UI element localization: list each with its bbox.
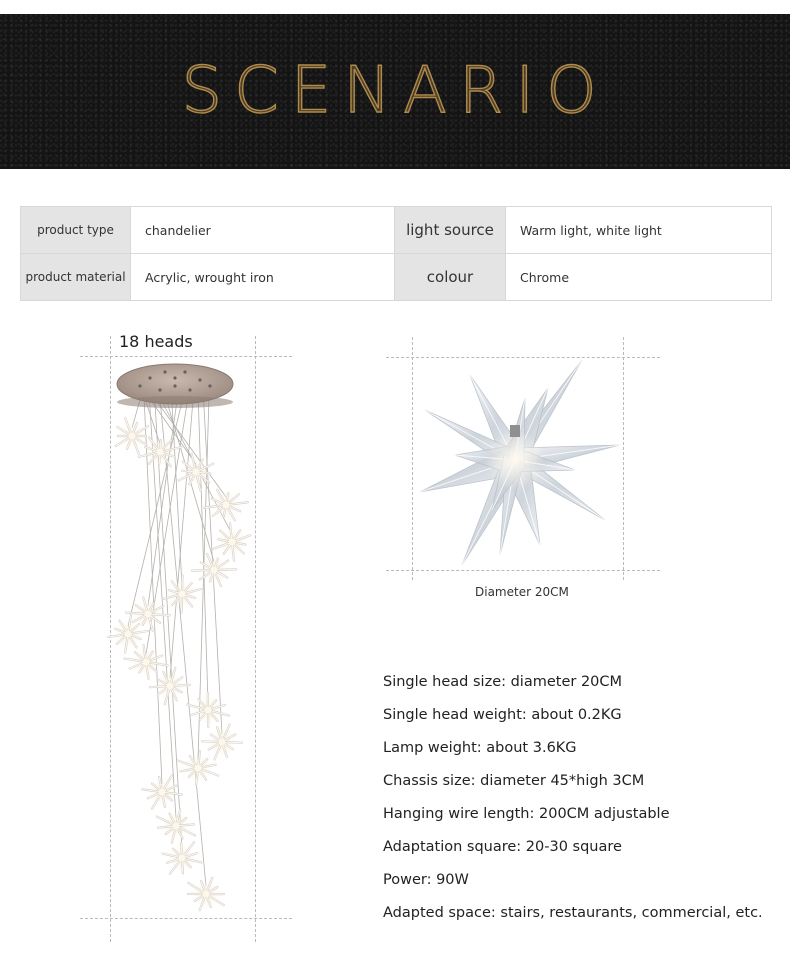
colour-label: colour [395,254,506,301]
crystal-head [124,645,167,679]
light-source-value: Warm light, white light [506,207,772,254]
crystal-head [188,878,224,910]
crystal-head [163,842,202,873]
spec-item: Adapted space: stairs, restaurants, commercial, etc. [383,905,763,921]
colour-value: Chrome [506,254,772,301]
crystal-head [142,775,182,808]
crystal-head [178,751,218,785]
spec-item: Power: 90W [383,872,469,888]
crystal-head [157,809,195,842]
product-material-value: Acrylic, wrought iron [131,254,395,301]
heads-count-label: 18 heads [119,332,193,351]
product-material-label: product material [21,254,131,301]
diameter-label: Diameter 20CM [475,585,569,599]
product-type-label: product type [21,207,131,254]
spec-item: Single head size: diameter 20CM [383,674,623,690]
crystal-head [150,668,190,704]
light-source-label: light source [395,207,506,254]
spec-item: Lamp weight: about 3.6KG [383,740,577,756]
specification-list [383,666,763,930]
product-type-value: chandelier [131,207,395,254]
crystal-head [202,724,242,759]
spec-item: Chassis size: diameter 45*high 3CM [383,773,645,789]
banner-title: SCENARIO [181,54,609,128]
spec-item: Adaptation square: 20-30 square [383,839,622,855]
spec-item: Hanging wire length: 200CM adjustable [383,806,670,822]
crystal-head [187,693,229,727]
spec-item: Single head weight: about 0.2KG [383,707,622,723]
